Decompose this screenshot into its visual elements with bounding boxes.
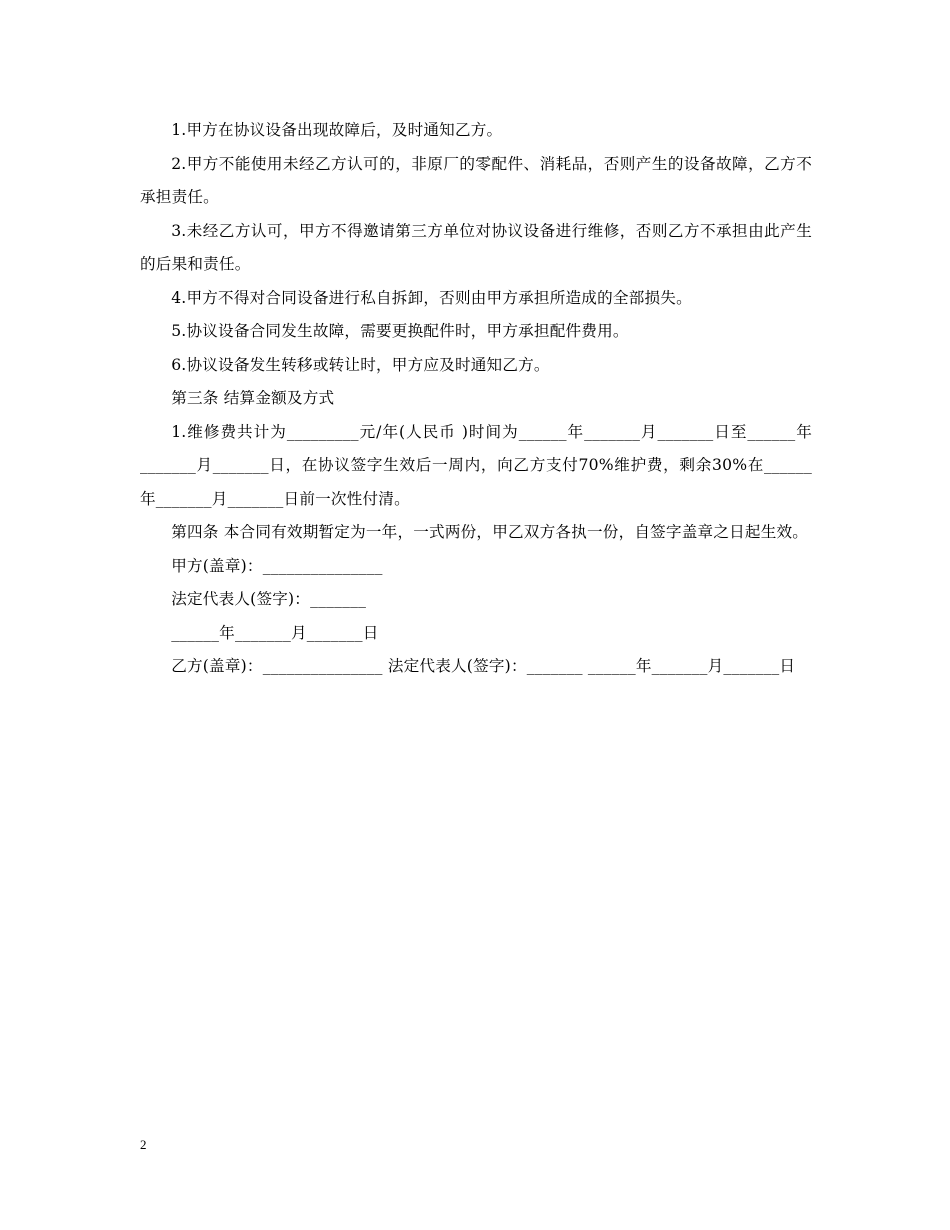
party-a-date-line: ______年_______月_______日 — [171, 623, 379, 642]
clause-6: 6.协议设备发生转移或转让时，甲方应及时通知乙方。 — [171, 355, 550, 374]
clause-4: 4.甲方不得对合同设备进行私自拆卸，否则由甲方承担所造成的全部损失。 — [171, 288, 692, 307]
article-3-heading: 第三条 结算金额及方式 — [171, 389, 335, 407]
clause-1: 1.甲方在协议设备出现故障后，及时通知乙方。 — [171, 121, 503, 139]
party-a-representative-line: 法定代表人(签字)：_______ — [171, 590, 367, 608]
clause-2: 2.甲方不能使用未经乙方认可的，非原厂的零配件、消耗品，否则产生的设备故障，乙方不承担责任。 — [140, 154, 812, 206]
page-number: 2 — [140, 1137, 147, 1152]
article-4: 第四条 本合同有效期暂定为一年，一式两份，甲乙双方各执一份，自签字盖章之日起生效。 — [171, 523, 809, 541]
party-a-seal-line: 甲方(盖章)：_______________ — [171, 556, 383, 575]
party-b-signature-line: 乙方(盖章)：_______________ 法定代表人(签字)：_______ ______年_______月_______日 — [171, 657, 796, 675]
clause-3: 3.未经乙方认可，甲方不得邀请第三方单位对协议设备进行维修，否则乙方不承担由此产生的后果和责任。 — [140, 221, 812, 273]
document-body — [140, 114, 812, 684]
payment-clause: 1.维修费共计为_________元/年(人民币 )时间为______年_______月_______日至______年_______月_______日，在协议签字生效后一周内，向乙方支付70%维护费，剩余30%在______年_______月_______日前一次性付清。 — [140, 422, 812, 508]
clause-5: 5.协议设备合同发生故障，需要更换配件时，甲方承担配件费用。 — [171, 322, 629, 340]
